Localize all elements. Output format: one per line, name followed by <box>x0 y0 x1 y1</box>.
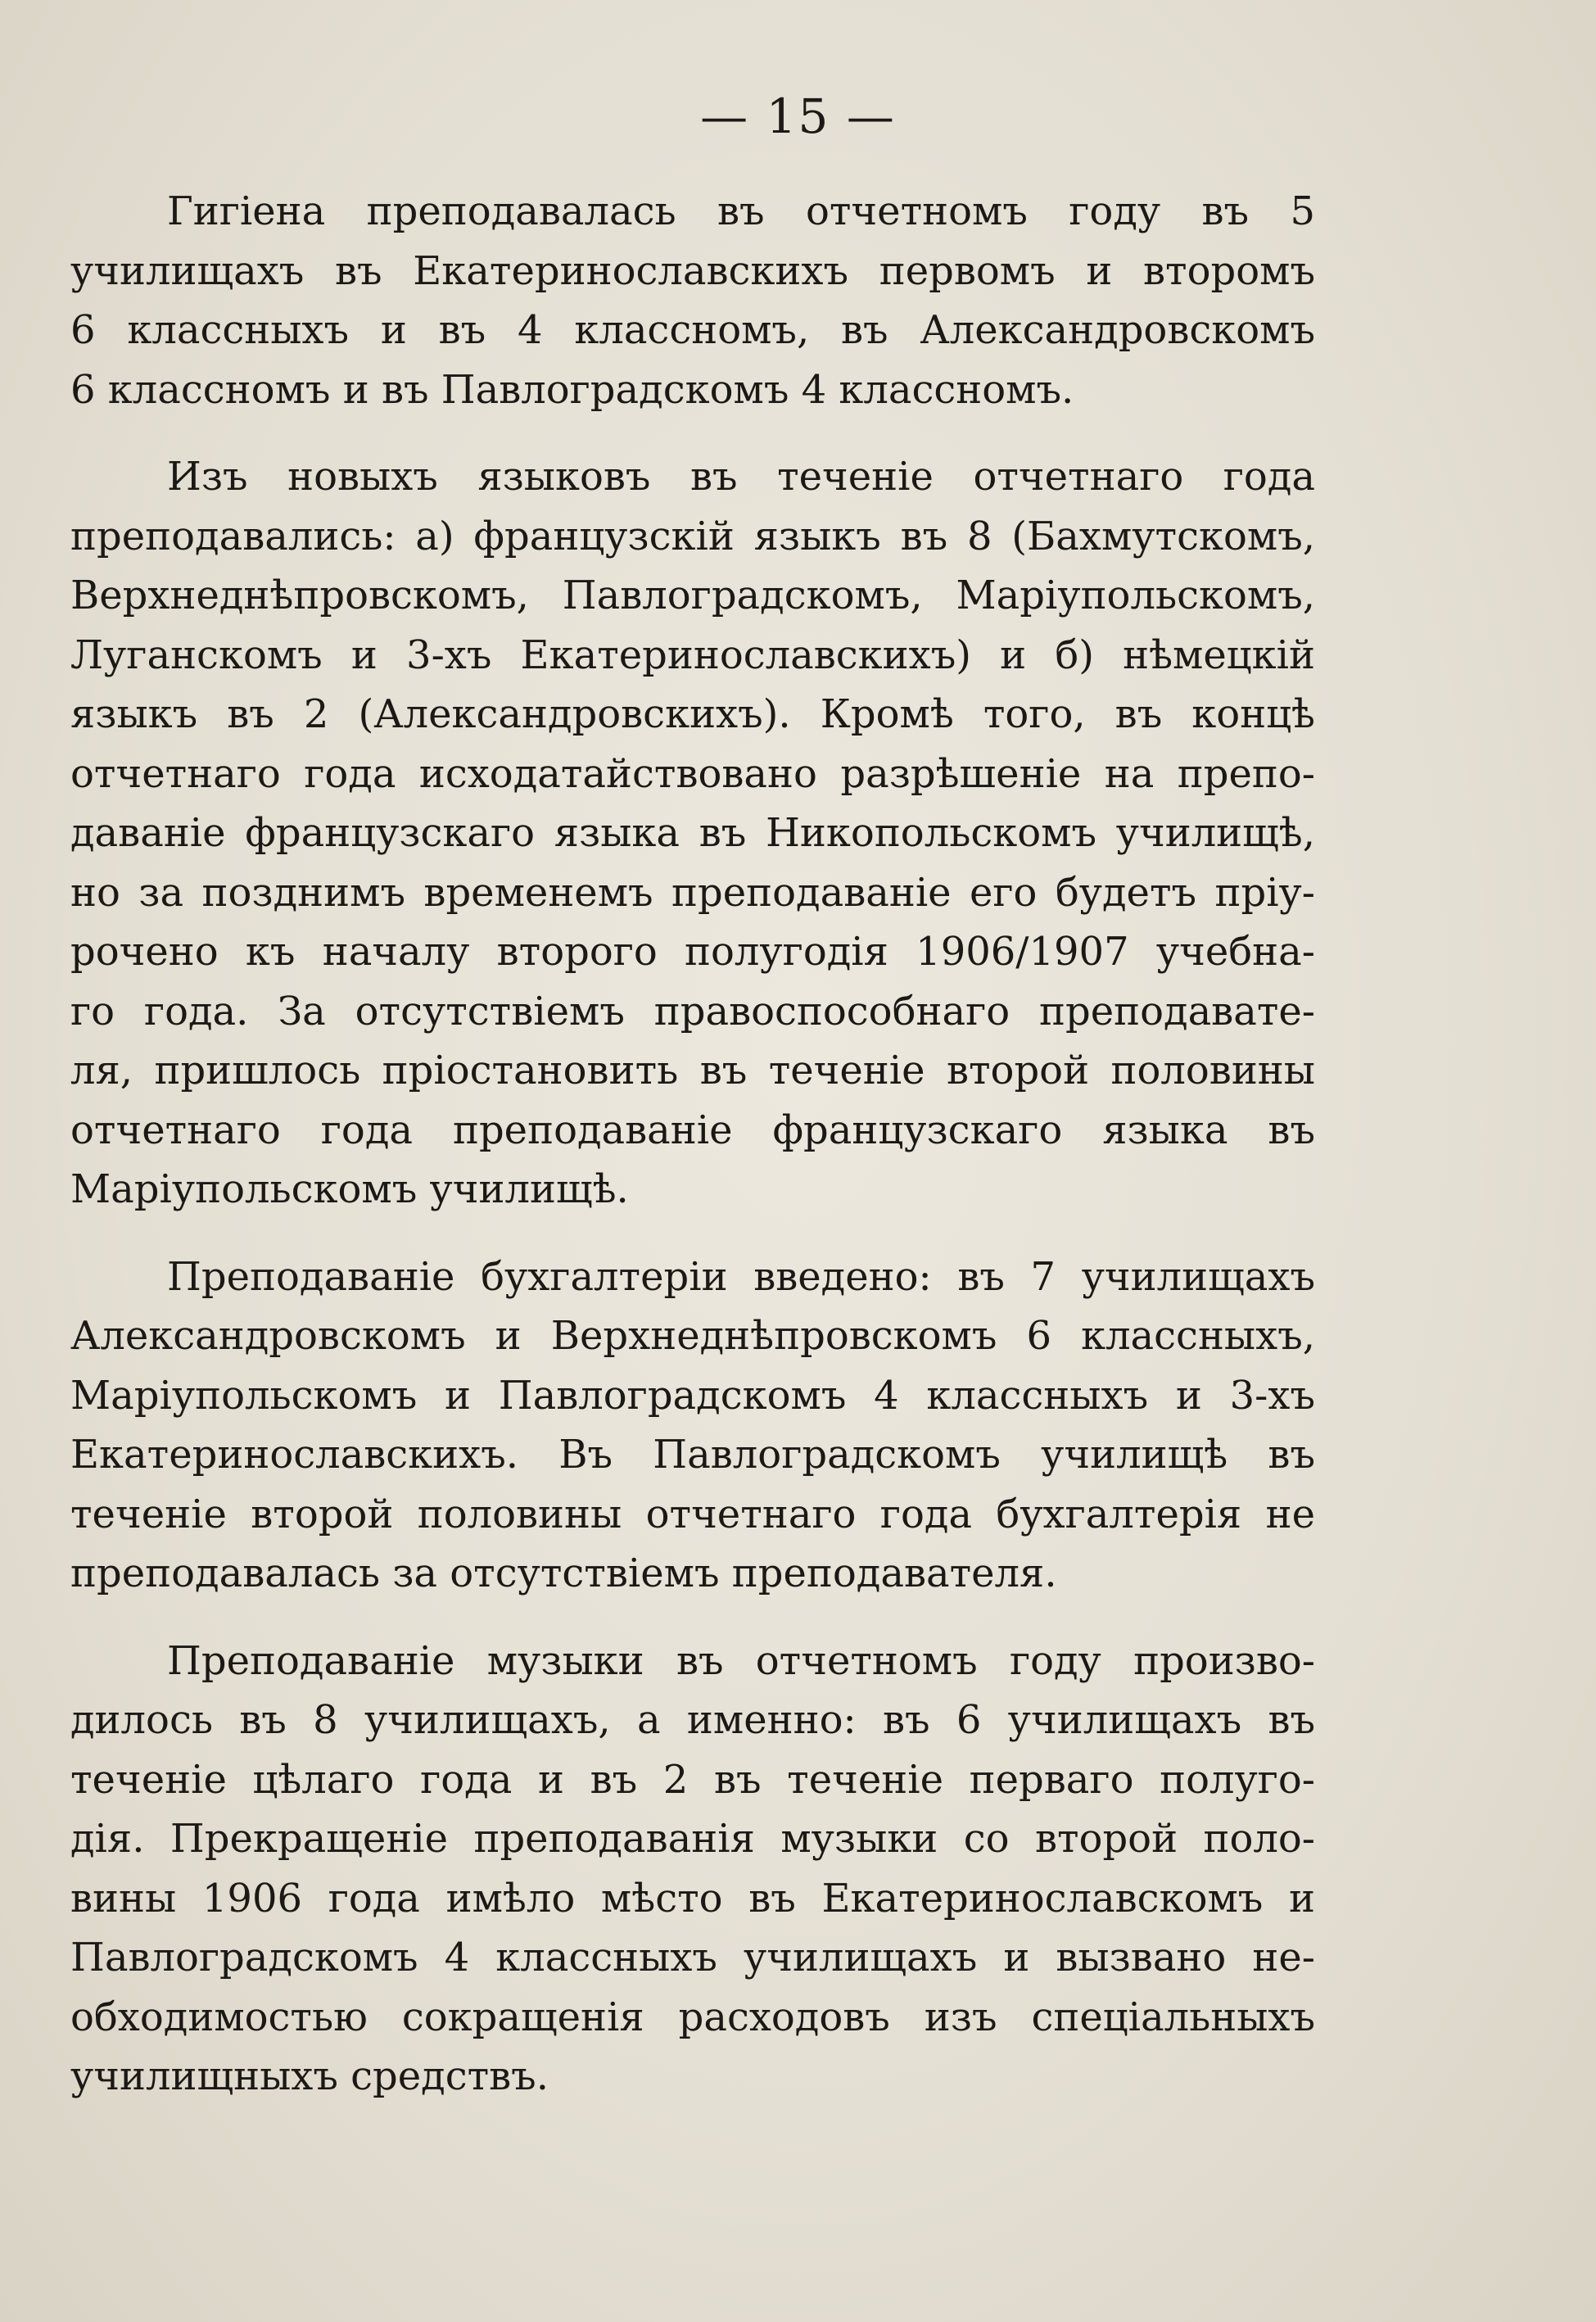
paragraph-bookkeeping <box>70 1247 1315 1604</box>
page-number: — 15 — <box>700 88 896 144</box>
text-line: языкъ въ 2 (Александровскихъ). Кромѣ того, въ концѣ <box>70 691 1315 737</box>
text-line: Преподаваніе бухгалтеріи введено: въ 7 училищахъ <box>167 1253 1315 1300</box>
text-line: дія. Прекращеніе преподаванія музыки со второй поло- <box>70 1816 1315 1862</box>
paragraph-music <box>70 1632 1315 2107</box>
text-line: теченіе второй половины отчетнаго года бухгалтерія не <box>70 1491 1315 1537</box>
text-line: 6 классномъ и въ Павлоградскомъ 4 классномъ. <box>70 366 1074 413</box>
text-body <box>70 182 1315 2134</box>
text-line: дилось въ 8 училищахъ, а именно: въ 6 училищахъ въ <box>70 1697 1315 1743</box>
paragraph-hygiene <box>70 182 1315 419</box>
text-line: училищныхъ средствъ. <box>70 2053 549 2099</box>
text-line: но за позднимъ временемъ преподаваніе его будетъ пріу- <box>70 869 1315 916</box>
text-line: го года. За отсутствіемъ правоспособнаго преподавате- <box>70 988 1315 1034</box>
text-line: преподавались: а) французскій языкъ въ 8 (Бахмутскомъ, <box>70 513 1315 559</box>
text-line: Маріупольскомъ и Павлоградскомъ 4 классныхъ и 3-хъ <box>70 1372 1315 1419</box>
text-line: даваніе французскаго языка въ Никопольскомъ училищѣ, <box>70 810 1315 856</box>
text-line: училищахъ въ Екатеринославскихъ первомъ и второмъ <box>70 247 1315 294</box>
text-line: рочено къ началу второго полугодія 1906/1907 учебна- <box>70 929 1315 975</box>
text-line: Верхнеднѣпровскомъ, Павлоградскомъ, Маріупольскомъ, <box>70 573 1315 618</box>
text-line: Екатеринославскихъ. Въ Павлоградскомъ училищѣ въ <box>70 1432 1315 1478</box>
text-line: Гигіена преподавалась въ отчетномъ году въ 5 <box>167 188 1315 234</box>
text-line: Преподаваніе музыки въ отчетномъ году произво- <box>167 1637 1315 1684</box>
text-line: ля, пришлось пріостановить въ теченіе второй половины <box>70 1048 1315 1093</box>
paragraph-languages <box>70 447 1315 1220</box>
text-line: Изъ новыхъ языковъ въ теченіе отчетнаго года <box>167 454 1315 500</box>
text-line: преподавалась за отсутствіемъ преподавателя. <box>70 1550 1057 1596</box>
text-line: Луганскомъ и 3-хъ Екатеринославскихъ) и б) нѣмецкій <box>70 631 1315 678</box>
text-line: вины 1906 года имѣло мѣсто въ Екатеринославскомъ и <box>70 1875 1315 1921</box>
text-line: Александровскомъ и Верхнеднѣпровскомъ 6 классныхъ, <box>70 1313 1315 1359</box>
text-line: отчетнаго года преподаваніе французскаго языка въ <box>70 1107 1315 1153</box>
text-line: обходимостью сокращенія расходовъ изъ спеціальныхъ <box>70 1994 1315 2040</box>
text-line: Павлоградскомъ 4 классныхъ училищахъ и вызвано не- <box>70 1935 1315 1980</box>
text-line: Маріупольскомъ училищѣ. <box>70 1166 629 1212</box>
text-line: 6 классныхъ и въ 4 классномъ, въ Александровскомъ <box>70 307 1315 353</box>
text-line: отчетнаго года исходатайствовано разрѣшеніе на препо- <box>70 750 1315 797</box>
text-line: теченіе цѣлаго года и въ 2 въ теченіе перваго полуго- <box>70 1756 1315 1803</box>
